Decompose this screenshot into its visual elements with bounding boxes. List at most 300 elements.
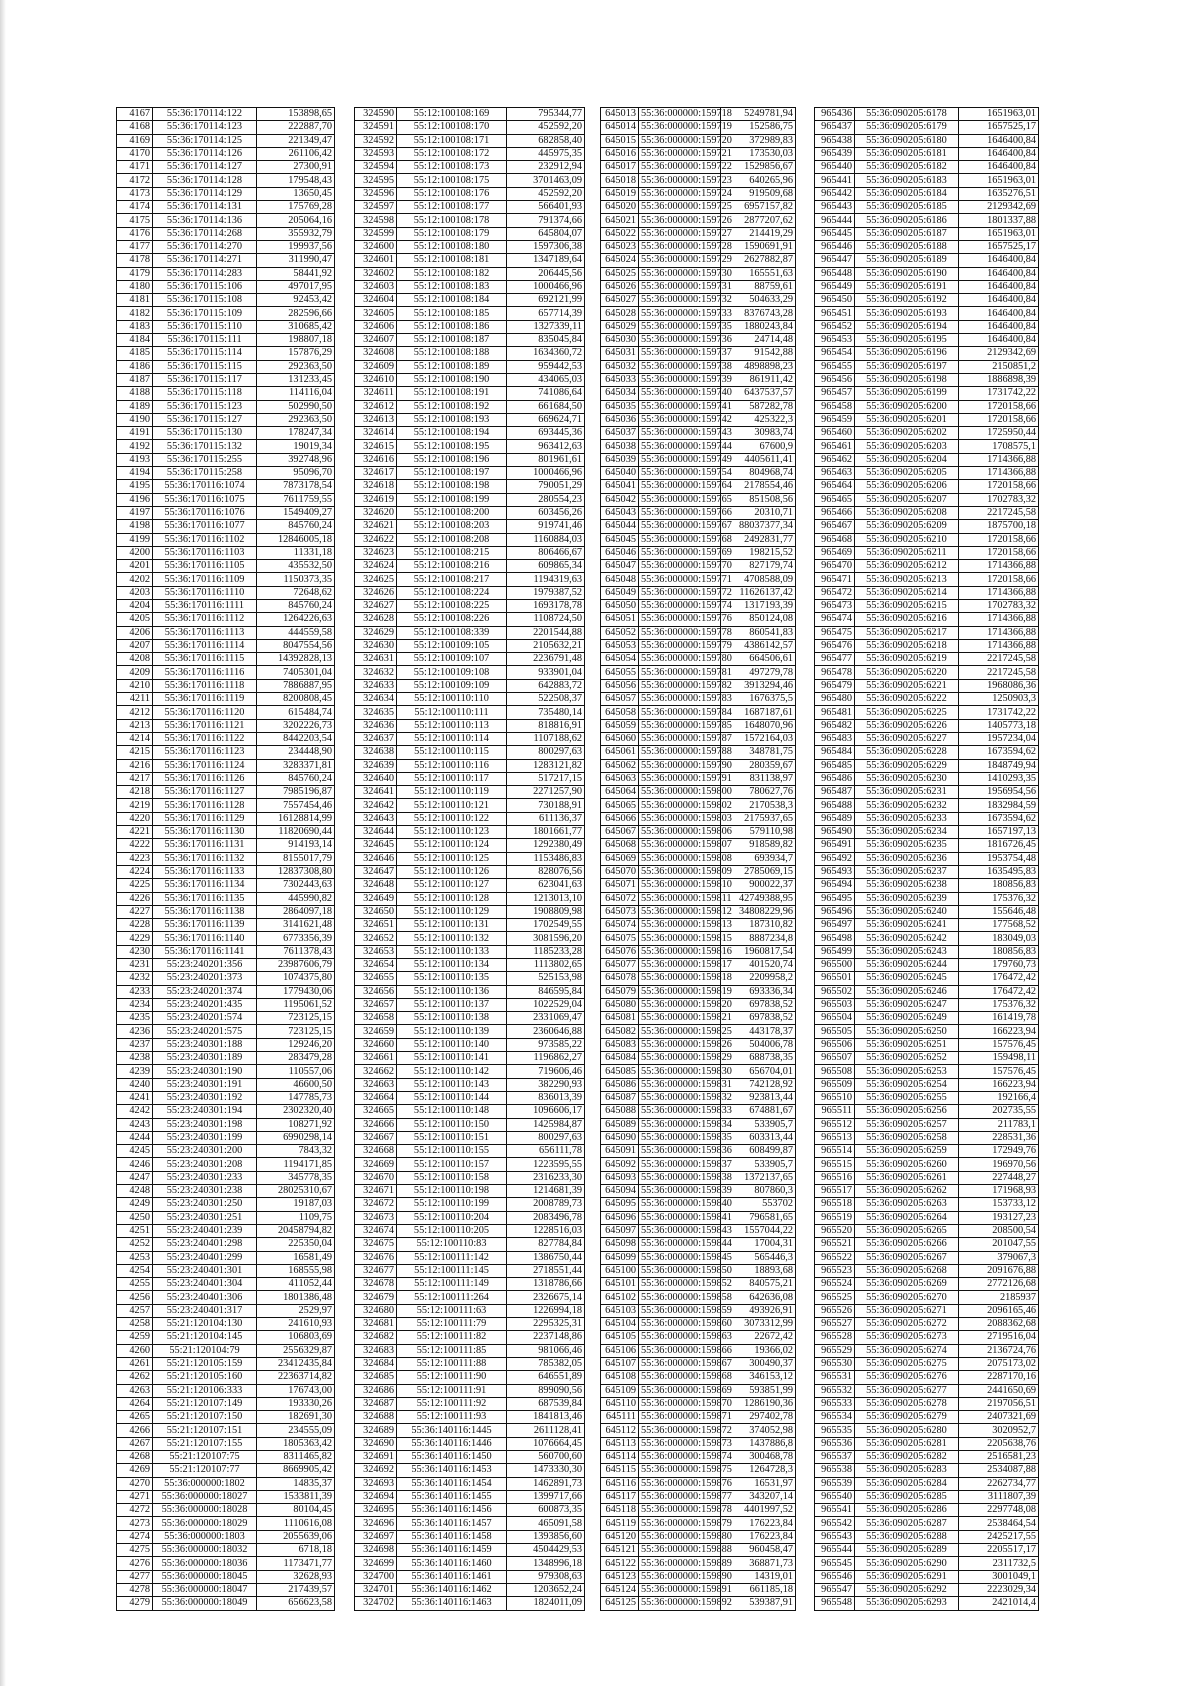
table-row (601, 201, 796, 214)
cadastral-value: 1956954,56 (959, 786, 1039, 799)
row-number: 324648 (355, 879, 397, 892)
cadastral-value: 282596,66 (257, 307, 335, 320)
row-number: 645109 (601, 1384, 639, 1397)
table-row (117, 214, 335, 227)
cadastral-number: 55:36:170116:1110 (153, 586, 257, 599)
cadastral-number: 55:36:000000:159852 (639, 1278, 721, 1291)
cadastral-number: 55:36:090205:6230 (855, 772, 959, 785)
table-row (601, 1544, 796, 1557)
cadastral-value: 1657525,17 (959, 240, 1039, 253)
cadastral-number: 55:36:000000:159811 (639, 892, 721, 905)
cadastral-value: 72648,62 (257, 586, 335, 599)
cadastral-value: 2129342,69 (959, 347, 1039, 360)
cadastral-number: 55:36:090205:6235 (855, 839, 959, 852)
cadastral-number: 55:36:000000:159844 (639, 1238, 721, 1251)
row-number: 965441 (815, 174, 855, 187)
table-row (117, 546, 335, 559)
row-number: 4174 (117, 201, 153, 214)
table-row (355, 240, 585, 253)
table-row (117, 1397, 335, 1410)
cadastral-value: 211783,1 (959, 1118, 1039, 1131)
row-number: 324598 (355, 214, 397, 227)
row-number: 645027 (601, 294, 639, 307)
table-row (355, 453, 585, 466)
cadastral-number: 55:36:090205:6242 (855, 932, 959, 945)
cadastral-number: 55:36:090205:6182 (855, 161, 959, 174)
cadastral-number: 55:12:100110:115 (397, 746, 507, 759)
cadastral-value: 283479,28 (257, 1052, 335, 1065)
table-row (355, 666, 585, 679)
cadastral-number: 55:36:090205:6285 (855, 1490, 959, 1503)
cadastral-number: 55:36:170116:1130 (153, 826, 257, 839)
row-number: 965523 (815, 1264, 855, 1277)
cadastral-number: 55:12:100110:137 (397, 998, 507, 1011)
cadastral-value: 8376743,28 (721, 307, 796, 320)
cadastral-number: 55:36:090205:6290 (855, 1557, 959, 1570)
cadastral-number: 55:36:000000:159720 (639, 134, 721, 147)
cadastral-number: 55:12:100110:204 (397, 1211, 507, 1224)
row-number: 645015 (601, 134, 639, 147)
cadastral-number: 55:12:100108:180 (397, 240, 507, 253)
cadastral-value: 615484,74 (257, 706, 335, 719)
cadastral-number: 55:36:090205:6190 (855, 267, 959, 280)
cadastral-number: 55:36:170116:1119 (153, 693, 257, 706)
cadastral-number: 55:36:090205:6257 (855, 1118, 959, 1131)
row-number: 4276 (117, 1557, 153, 1570)
cadastral-number: 55:36:090205:6229 (855, 759, 959, 772)
row-number: 324609 (355, 360, 397, 373)
table-row (355, 1437, 585, 1450)
cadastral-value: 32628,93 (257, 1570, 335, 1583)
row-number: 645123 (601, 1570, 639, 1583)
cadastral-value: 225350,04 (257, 1238, 335, 1251)
cadastral-number: 55:36:000000:159819 (639, 985, 721, 998)
table-row (355, 679, 585, 692)
cadastral-number: 55:12:100110:127 (397, 879, 507, 892)
cadastral-number: 55:36:170115:108 (153, 294, 257, 307)
cadastral-value: 147785,73 (257, 1091, 335, 1104)
row-number: 324678 (355, 1278, 397, 1291)
table-row (117, 520, 335, 533)
cadastral-value: 7611759,55 (257, 493, 335, 506)
cadastral-value: 452592,20 (507, 121, 585, 134)
table-row (117, 746, 335, 759)
cadastral-number: 55:12:100108:225 (397, 599, 507, 612)
cadastral-value: 1651963,01 (959, 174, 1039, 187)
cadastral-number: 55:23:240301:251 (153, 1211, 257, 1224)
table-row (601, 1091, 796, 1104)
cadastral-value: 1194171,85 (257, 1158, 335, 1171)
cadastral-number: 55:36:090205:6231 (855, 786, 959, 799)
table-row (117, 1371, 335, 1384)
row-number: 645063 (601, 772, 639, 785)
cadastral-value: 1957234,04 (959, 732, 1039, 745)
table-row (815, 879, 1039, 892)
row-number: 4240 (117, 1078, 153, 1091)
row-number: 324633 (355, 679, 397, 692)
cadastral-value: 1076664,45 (507, 1437, 585, 1450)
table-row (355, 294, 585, 307)
cadastral-value: 198215,52 (721, 546, 796, 559)
cadastral-number: 55:36:090205:6187 (855, 227, 959, 240)
cadastral-number: 55:36:000000:159810 (639, 879, 721, 892)
row-number: 965471 (815, 573, 855, 586)
row-number: 965538 (815, 1464, 855, 1477)
row-number: 4168 (117, 121, 153, 134)
cadastral-number: 55:36:170114:123 (153, 121, 257, 134)
table-row (815, 161, 1039, 174)
cadastral-number: 55:12:100110:155 (397, 1145, 507, 1158)
cadastral-number: 55:36:000000:159790 (639, 759, 721, 772)
table-row (355, 1397, 585, 1410)
cadastral-value: 692121,99 (507, 294, 585, 307)
cadastral-number: 55:36:140116:1453 (397, 1464, 507, 1477)
table-row (601, 799, 796, 812)
cadastral-value: 222887,70 (257, 121, 335, 134)
row-number: 645031 (601, 347, 639, 360)
table-row (355, 1504, 585, 1517)
cadastral-value: 234555,09 (257, 1424, 335, 1437)
cadastral-value: 2105632,21 (507, 639, 585, 652)
table-row (355, 506, 585, 519)
row-number: 965484 (815, 746, 855, 759)
cadastral-value: 2627882,87 (721, 254, 796, 267)
cadastral-value: 7886887,95 (257, 679, 335, 692)
cadastral-number: 55:36:090205:6249 (855, 1012, 959, 1025)
cadastral-number: 55:36:000000:159770 (639, 560, 721, 573)
row-number: 4219 (117, 799, 153, 812)
cadastral-number: 55:36:000000:159891 (639, 1583, 721, 1596)
table-row (601, 932, 796, 945)
row-number: 324603 (355, 280, 397, 293)
table-row (355, 706, 585, 719)
table-row (117, 653, 335, 666)
cadastral-number: 55:12:100110:119 (397, 786, 507, 799)
row-number: 4228 (117, 919, 153, 932)
row-number: 4258 (117, 1318, 153, 1331)
row-number: 645122 (601, 1557, 639, 1570)
row-number: 965482 (815, 719, 855, 732)
cadastral-value: 674881,67 (721, 1105, 796, 1118)
table-row (355, 1145, 585, 1158)
table-row (601, 1105, 796, 1118)
cadastral-value: 697838,52 (721, 1012, 796, 1025)
cadastral-number: 55:36:000000:18032 (153, 1544, 257, 1557)
row-number: 4202 (117, 573, 153, 586)
cadastral-value: 1968086,36 (959, 679, 1039, 692)
cadastral-value: 836013,39 (507, 1091, 585, 1104)
cadastral-value: 587282,78 (721, 400, 796, 413)
table-row (815, 360, 1039, 373)
row-number: 645041 (601, 480, 639, 493)
cadastral-number: 55:36:170114:128 (153, 174, 257, 187)
table-row (815, 1583, 1039, 1596)
table-row (601, 945, 796, 958)
row-number: 965453 (815, 334, 855, 347)
cadastral-number: 55:36:090205:6237 (855, 865, 959, 878)
cadastral-value: 19019,34 (257, 440, 335, 453)
row-number: 645108 (601, 1371, 639, 1384)
row-number: 965448 (815, 267, 855, 280)
cadastral-value: 234448,90 (257, 746, 335, 759)
table-row (355, 1318, 585, 1331)
cadastral-number: 55:36:000000:159733 (639, 307, 721, 320)
cadastral-value: 1725950,44 (959, 427, 1039, 440)
cadastral-number: 55:36:000000:159830 (639, 1065, 721, 1078)
cadastral-value: 600873,35 (507, 1504, 585, 1517)
row-number: 965515 (815, 1158, 855, 1171)
row-number: 4195 (117, 480, 153, 493)
row-number: 324670 (355, 1171, 397, 1184)
cadastral-value: 1714366,88 (959, 613, 1039, 626)
cadastral-number: 55:36:000000:159841 (639, 1211, 721, 1224)
cadastral-number: 55:36:000000:159835 (639, 1131, 721, 1144)
row-number: 4218 (117, 786, 153, 799)
table-row (117, 1583, 335, 1596)
cadastral-value: 2205638,76 (959, 1437, 1039, 1450)
cadastral-number: 55:36:090205:6287 (855, 1517, 959, 1530)
table-row (355, 1411, 585, 1424)
row-number: 324596 (355, 187, 397, 200)
table-row (815, 573, 1039, 586)
table-row (601, 1384, 796, 1397)
row-number: 4241 (117, 1091, 153, 1104)
cadastral-value: 14319,01 (721, 1570, 796, 1583)
cadastral-value: 1386750,44 (507, 1251, 585, 1264)
table-row (815, 1278, 1039, 1291)
row-number: 965466 (815, 506, 855, 519)
row-number: 4273 (117, 1517, 153, 1530)
cadastral-number: 55:36:000000:159876 (639, 1477, 721, 1490)
row-number: 4197 (117, 506, 153, 519)
cadastral-number: 55:36:000000:159832 (639, 1091, 721, 1104)
table-row (117, 839, 335, 852)
cadastral-number: 55:36:170116:1134 (153, 879, 257, 892)
table-row (601, 1251, 796, 1264)
cadastral-number: 55:36:000000:159803 (639, 812, 721, 825)
cadastral-number: 55:36:000000:159719 (639, 121, 721, 134)
cadastral-value: 1473330,30 (507, 1464, 585, 1477)
table-row (601, 387, 796, 400)
row-number: 324616 (355, 453, 397, 466)
cadastral-value: 7557454,46 (257, 799, 335, 812)
table-row (355, 1278, 585, 1291)
cadastral-value: 180856,83 (959, 879, 1039, 892)
cadastral-number: 55:36:000000:159767 (639, 520, 721, 533)
cadastral-number: 55:23:240401:298 (153, 1238, 257, 1251)
cadastral-value: 981066,46 (507, 1344, 585, 1357)
cadastral-value: 780627,76 (721, 786, 796, 799)
cadastral-number: 55:12:100108:226 (397, 613, 507, 626)
cadastral-value: 19187,03 (257, 1198, 335, 1211)
cadastral-number: 55:36:170115:114 (153, 347, 257, 360)
row-number: 324597 (355, 201, 397, 214)
row-number: 965460 (815, 427, 855, 440)
cadastral-number: 55:12:100108:189 (397, 360, 507, 373)
table-row (355, 1357, 585, 1370)
cadastral-number: 55:36:170116:1105 (153, 560, 257, 573)
cadastral-value: 13650,45 (257, 187, 335, 200)
cadastral-value: 791374,66 (507, 214, 585, 227)
table-row (355, 347, 585, 360)
cadastral-number: 55:12:100108:191 (397, 387, 507, 400)
row-number: 324606 (355, 320, 397, 333)
table-row (601, 320, 796, 333)
cadastral-number: 55:23:240301:233 (153, 1171, 257, 1184)
table-row (117, 1264, 335, 1277)
cadastral-value: 1646400,84 (959, 254, 1039, 267)
cadastral-number: 55:23:240401:301 (153, 1264, 257, 1277)
cadastral-value: 960458,47 (721, 1544, 796, 1557)
cadastral-number: 55:21:120107:155 (153, 1437, 257, 1450)
cadastral-number: 55:12:100108:339 (397, 626, 507, 639)
cadastral-number: 55:36:000000:159812 (639, 905, 721, 918)
cadastral-value: 42749388,95 (721, 892, 796, 905)
cadastral-number: 55:36:090205:6275 (855, 1357, 959, 1370)
cadastral-number: 55:36:000000:159867 (639, 1357, 721, 1370)
cadastral-value: 1720158,66 (959, 546, 1039, 559)
cadastral-number: 55:36:090205:6282 (855, 1450, 959, 1463)
table-row (601, 227, 796, 240)
table-row (117, 772, 335, 785)
cadastral-value: 1635495,83 (959, 865, 1039, 878)
row-number: 324692 (355, 1464, 397, 1477)
table-row (601, 1224, 796, 1237)
cadastral-value: 1648070,96 (721, 719, 796, 732)
table-row (117, 826, 335, 839)
cadastral-value: 693445,36 (507, 427, 585, 440)
row-number: 965512 (815, 1118, 855, 1131)
cadastral-number: 55:36:170116:1116 (153, 666, 257, 679)
table-row (117, 467, 335, 480)
cadastral-number: 55:36:090205:6270 (855, 1291, 959, 1304)
cadastral-value: 723125,15 (257, 1012, 335, 1025)
cadastral-value: 11820690,44 (257, 826, 335, 839)
table-row (815, 1012, 1039, 1025)
cadastral-value: 800297,63 (507, 746, 585, 759)
cadastral-number: 55:36:170116:1129 (153, 812, 257, 825)
table-row (601, 1264, 796, 1277)
row-number: 645025 (601, 267, 639, 280)
row-number: 645111 (601, 1411, 639, 1424)
row-number: 324700 (355, 1570, 397, 1583)
cadastral-value: 1841813,46 (507, 1411, 585, 1424)
cadastral-number: 55:21:120104:79 (153, 1344, 257, 1357)
table-row (355, 1530, 585, 1543)
row-number: 324621 (355, 520, 397, 533)
table-row (815, 467, 1039, 480)
row-number: 4269 (117, 1464, 153, 1477)
cadastral-value: 2075173,02 (959, 1357, 1039, 1370)
cadastral-number: 55:12:100108:198 (397, 480, 507, 493)
row-number: 4271 (117, 1490, 153, 1503)
cadastral-number: 55:36:000000:159744 (639, 440, 721, 453)
row-number: 324618 (355, 480, 397, 493)
row-number: 4212 (117, 706, 153, 719)
row-number: 4182 (117, 307, 153, 320)
row-number: 965494 (815, 879, 855, 892)
cadastral-value: 157576,45 (959, 1038, 1039, 1051)
cadastral-value: 465091,58 (507, 1517, 585, 1530)
cadastral-number: 55:12:100110:157 (397, 1158, 507, 1171)
cadastral-value: 8047554,56 (257, 639, 335, 652)
cadastral-number: 55:23:240301:238 (153, 1185, 257, 1198)
cadastral-value: 669624,71 (507, 413, 585, 426)
table-row (601, 1424, 796, 1437)
row-number: 645118 (601, 1504, 639, 1517)
row-number: 645050 (601, 599, 639, 612)
row-number: 324595 (355, 174, 397, 187)
cadastral-number: 55:36:090205:6251 (855, 1038, 959, 1051)
table-row (117, 161, 335, 174)
table-row (815, 546, 1039, 559)
table-row (355, 693, 585, 706)
cadastral-number: 55:12:100111:264 (397, 1291, 507, 1304)
cadastral-number: 55:36:090205:6228 (855, 746, 959, 759)
cadastral-value: 3701463,09 (507, 174, 585, 187)
cadastral-number: 55:36:170116:1126 (153, 772, 257, 785)
table-row (815, 586, 1039, 599)
cadastral-value: 11626137,42 (721, 586, 796, 599)
cadastral-value: 3001049,1 (959, 1570, 1039, 1583)
row-number: 324629 (355, 626, 397, 639)
table-row (355, 1477, 585, 1490)
cadastral-value: 2538464,54 (959, 1517, 1039, 1530)
cadastral-number: 55:12:100108:170 (397, 121, 507, 134)
cadastral-number: 55:36:000000:159780 (639, 653, 721, 666)
row-number: 324645 (355, 839, 397, 852)
cadastral-value: 579110,98 (721, 826, 796, 839)
cadastral-value: 175376,32 (959, 892, 1039, 905)
cadastral-number: 55:36:000000:159742 (639, 413, 721, 426)
table-row (117, 1544, 335, 1557)
cadastral-value: 2136724,76 (959, 1344, 1039, 1357)
table-row (355, 586, 585, 599)
table-row (117, 121, 335, 134)
table-row (355, 1012, 585, 1025)
cadastral-value: 1714366,88 (959, 467, 1039, 480)
cadastral-value: 493926,91 (721, 1304, 796, 1317)
cadastral-value: 1634360,72 (507, 347, 585, 360)
cadastral-value: 646551,89 (507, 1371, 585, 1384)
cadastral-number: 55:36:090205:6193 (855, 307, 959, 320)
row-number: 324610 (355, 373, 397, 386)
table-row (117, 174, 335, 187)
row-number: 965499 (815, 945, 855, 958)
row-number: 4208 (117, 653, 153, 666)
cadastral-value: 30983,74 (721, 427, 796, 440)
cadastral-number: 55:23:240201:356 (153, 959, 257, 972)
cadastral-number: 55:12:100108:196 (397, 453, 507, 466)
table-row (601, 1278, 796, 1291)
cadastral-value: 1646400,84 (959, 334, 1039, 347)
table-row (601, 1238, 796, 1251)
row-number: 645021 (601, 214, 639, 227)
row-number: 4242 (117, 1105, 153, 1118)
cadastral-value: 1462891,73 (507, 1477, 585, 1490)
cadastral-number: 55:12:100110:140 (397, 1038, 507, 1051)
cadastral-number: 55:36:000000:159873 (639, 1437, 721, 1450)
cadastral-number: 55:23:240201:373 (153, 972, 257, 985)
row-number: 4246 (117, 1158, 153, 1171)
cadastral-number: 55:36:000000:159776 (639, 613, 721, 626)
cadastral-number: 55:12:100110:151 (397, 1131, 507, 1144)
row-number: 965444 (815, 214, 855, 227)
cadastral-value: 199937,56 (257, 240, 335, 253)
row-number: 4223 (117, 852, 153, 865)
row-number: 645084 (601, 1052, 639, 1065)
cadastral-number: 55:12:100110:124 (397, 839, 507, 852)
